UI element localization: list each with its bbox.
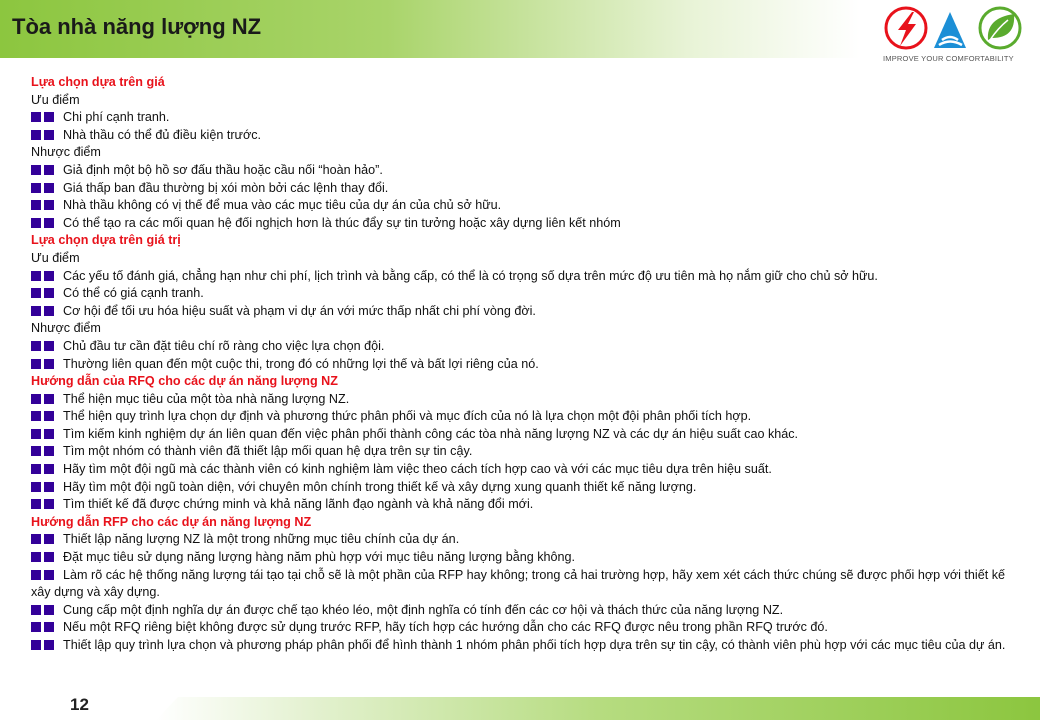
bullet-square [31,570,41,580]
bullet-item [31,391,1021,409]
bullet-item [31,268,1021,286]
bullet-text: Giá thấp ban đầu thường bị xói mòn bởi các lệnh thay đổi. [63,180,389,195]
bullet-icon [31,496,57,514]
bottom-decoration [0,697,1040,720]
section-heading: Hướng dẫn của RFQ cho các dự án năng lượng NZ [31,374,338,389]
bullet-icon [31,461,57,479]
bullet-text: Giả định một bộ hồ sơ đấu thầu hoặc cầu nối “hoàn hảo”. [63,162,383,177]
bullet-square [44,499,54,509]
bullet-text: Nếu một RFQ riêng biệt không được sử dụng trước RFP, hãy tích hợp các hướng dẫn cho các RFQ được nêu trong phần RFQ trước đó. [63,620,828,635]
bullet-icon [31,127,57,145]
bullet-item [31,215,1021,233]
bullet-item [31,426,1021,444]
bullet-icon [31,408,57,426]
bullet-square [44,271,54,281]
bullet-text: Thể hiện quy trình lựa chọn dự định và phương thức phân phối và mục đích của nó là lựa chọn một đội phân phối tích hợp. [63,409,752,424]
bullet-square [31,640,41,650]
bullet-square [31,200,41,210]
bullet-square [44,464,54,474]
logo-tagline: IMPROVE YOUR COMFORTABILITY [883,54,1014,63]
bullet-square [31,341,41,351]
bullet-icon [31,162,57,180]
bullet-square [44,570,54,580]
bullet-text: Thiết lập năng lượng NZ là một trong những mục tiêu chính của dự án. [63,532,460,547]
bullet-item [31,180,1021,198]
bullet-square [31,446,41,456]
bullet-icon [31,180,57,198]
bullet-square [31,552,41,562]
bullet-item [31,127,1021,145]
bullet-square [44,288,54,298]
section-heading: Hướng dẫn RFP cho các dự án năng lượng NZ [31,514,312,529]
bullet-square [44,622,54,632]
bullet-square [44,394,54,404]
group-label: Nhược điểm [31,321,101,336]
bullet-icon [31,619,57,637]
bullet-square [44,218,54,228]
bullet-item [31,338,1021,356]
bullet-square [44,130,54,140]
bullet-square [44,165,54,175]
bullet-icon [31,479,57,497]
group-label: Nhược điểm [31,145,101,160]
bullet-square [31,112,41,122]
bullet-text: Tìm một nhóm có thành viên đã thiết lập mối quan hệ dựa trên sự tin cậy. [63,444,473,459]
bullet-icon [31,637,57,655]
bullet-icon [31,549,57,567]
bullet-icon [31,268,57,286]
slide-content [31,74,1021,655]
bullet-text: Làm rõ các hệ thống năng lượng tái tạo tại chỗ sẽ là một phần của RFP hay không; trong cả hai trường hợp, hãy xem xét cách thức chúng sẽ được phối hợp với thiết kế xây dựng và xây dựng. [31,567,1006,600]
bullet-square [31,464,41,474]
bullet-square [31,271,41,281]
bullet-item [31,285,1021,303]
bullet-square [31,165,41,175]
bullet-item [31,356,1021,374]
bullet-item [31,479,1021,497]
bullet-text: Hãy tìm một đội ngũ toàn diện, với chuyên môn chính trong thiết kế và xây dựng xung quanh thiết kế năng lượng. [63,479,697,494]
bullet-square [44,411,54,421]
bullet-square [31,394,41,404]
bullet-text: Đặt mục tiêu sử dụng năng lượng hàng năm phù hợp với mục tiêu năng lượng bằng không. [63,550,576,565]
group-label: Ưu điểm [31,250,80,265]
bullet-text: Các yếu tố đánh giá, chẳng hạn như chi phí, lịch trình và bằng cấp, có thể là có trọng số dựa trên mức độ ưu tiên mà họ nắm giữ cho chủ sở hữu. [63,268,878,283]
section-heading: Lựa chọn dựa trên giá [31,75,165,89]
bullet-square [31,306,41,316]
bullet-item [31,549,1021,567]
bullet-text: Có thể có giá cạnh tranh. [63,286,204,301]
bullet-square [44,183,54,193]
bullet-icon [31,443,57,461]
bullet-square [31,499,41,509]
bullet-square [44,341,54,351]
section-heading: Lựa chọn dựa trên giá trị [31,233,181,248]
bullet-square [31,534,41,544]
bullet-icon [31,426,57,444]
bullet-item [31,408,1021,426]
bullet-square [31,411,41,421]
bullet-text: Nhà thầu không có vị thế để mua vào các mục tiêu của dự án của chủ sở hữu. [63,198,502,213]
bullet-text: Hãy tìm một đội ngũ mà các thành viên có kinh nghiệm làm việc theo cách tích hợp cao và với các mục tiêu dựa trên hiệu suất. [63,462,772,477]
bullet-item [31,443,1021,461]
bullet-square [44,429,54,439]
group-label: Ưu điểm [31,92,80,107]
bullet-text: Thể hiện mục tiêu của một tòa nhà năng lượng NZ. [63,391,350,406]
bullet-item [31,602,1021,620]
bullet-square [44,446,54,456]
bullet-square [31,482,41,492]
bullet-icon [31,109,57,127]
bullet-square [44,640,54,650]
bullet-square [44,552,54,562]
bullet-icon [31,215,57,233]
bullet-icon [31,356,57,374]
bullet-square [44,605,54,615]
bullet-text: Chủ đầu tư cần đặt tiêu chí rõ ràng cho việc lựa chọn đội. [63,338,385,353]
bullet-item [31,531,1021,549]
bullet-item [31,496,1021,514]
bullet-square [31,359,41,369]
bullet-text: Chi phí cạnh tranh. [63,110,170,125]
bullet-text: Cơ hội để tối ưu hóa hiệu suất và phạm vi dự án với mức thấp nhất chi phí vòng đời. [63,303,536,318]
bullet-square [31,288,41,298]
bullet-item [31,619,1021,637]
bullet-square [44,359,54,369]
bullet-text: Cung cấp một định nghĩa dự án được chế tạo khéo léo, một định nghĩa có tính đến các cơ hội và thách thức của năng lượng NZ. [63,602,784,617]
bullet-item [31,461,1021,479]
bullet-square [31,183,41,193]
bullet-item [31,162,1021,180]
bullet-icon [31,197,57,215]
bullet-item [31,109,1021,127]
bullet-item [31,197,1021,215]
page-number: 12 [70,695,89,714]
bullet-icon [31,285,57,303]
bullet-text: Nhà thầu có thể đủ điều kiện trước. [63,127,262,142]
bullet-square [44,112,54,122]
bullet-icon [31,567,57,585]
bullet-text: Tìm thiết kế đã được chứng minh và khả năng lãnh đạo ngành và khả năng đổi mới. [63,497,534,512]
bullet-square [31,622,41,632]
bullet-square [44,482,54,492]
bullet-item [31,637,1021,655]
bullet-icon [31,531,57,549]
bullet-icon [31,303,57,321]
bullet-icon [31,602,57,620]
bullet-square [44,306,54,316]
bullet-square [31,605,41,615]
bullet-icon [31,391,57,409]
bullet-square [31,218,41,228]
bullet-square [31,130,41,140]
bullet-item [31,303,1021,321]
bullet-item [31,567,1021,602]
bullet-square [31,429,41,439]
bullet-text: Có thể tạo ra các mối quan hệ đối nghịch hơn là thúc đẩy sự tin tưởng hoặc xây dựng liên kết nhóm [63,215,621,230]
bullet-text: Thiết lập quy trình lựa chọn và phương pháp phân phối để hình thành 1 nhóm phân phối tích hợp dựa trên sự tin cậy, có thành viên phù hợp với các mục tiêu của dự án. [63,638,1006,652]
bullet-icon [31,338,57,356]
bullet-text: Tìm kiếm kinh nghiệm dự án liên quan đến việc phân phối thành công các tòa nhà năng lượng NZ và các dự án hiệu suất cao khác. [63,426,799,441]
bullet-text: Thường liên quan đến một cuộc thi, trong đó có những lợi thế và bất lợi riêng của nó. [63,356,539,371]
bullet-square [44,200,54,210]
bullet-square [44,534,54,544]
slide-title: Tòa nhà năng lượng NZ [12,14,262,39]
